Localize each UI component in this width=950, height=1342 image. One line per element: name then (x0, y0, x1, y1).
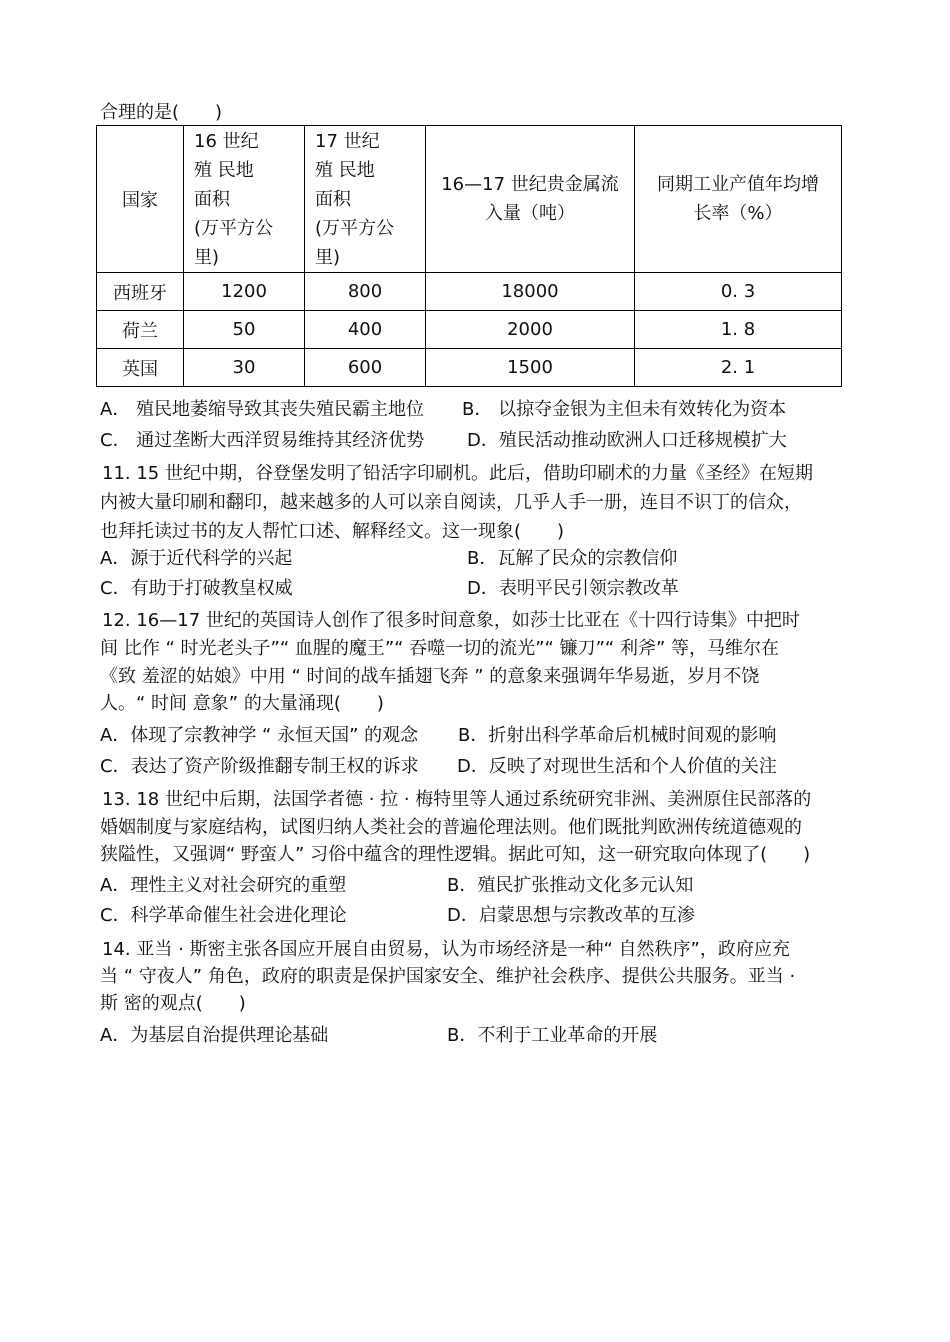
cell-16c: 30 (184, 349, 305, 387)
cell-country: 荷兰 (97, 311, 184, 349)
q14-stem-line: 斯 密的观点( ) (100, 993, 246, 1014)
q10-option-c: C． 通过垄断大西洋贸易维持其经济优势 (100, 430, 425, 451)
q14-stem-line: 当 “ 守夜人” 角色，政府的职责是保护国家安全、维护社会秩序、提供公共服务。亚当 · (100, 966, 796, 987)
q13-stem-line: 婚姻制度与家庭结构，试图归纳人类社会的普遍伦理法则。他们既批判欧洲传统道德观的 (100, 817, 802, 838)
cell-metal: 2000 (426, 311, 635, 349)
q14-option-b: B．不利于工业革命的开展 (447, 1025, 658, 1046)
table-row (97, 273, 842, 311)
cell-country: 英国 (97, 349, 184, 387)
q11-stem-line: 11. 15 世纪中期，谷登堡发明了铅活字印刷机。此后，借助印刷术的力量《圣经》在短期 (102, 463, 813, 484)
q11-stem-line: 也拜托读过书的友人帮忙口述、解释经文。这一现象( ) (100, 521, 565, 542)
q11-option-d: D．表明平民引领宗教改革 (467, 578, 679, 599)
q12-stem-line: 间 比作 “ 时光老头子”“ 血腥的魔王”“ 吞噬一切的流光”“ 镰刀”“ 利斧” 等，马维尔在 (100, 638, 780, 659)
table-row (97, 349, 842, 387)
q12-option-b: B．折射出科学革命后机械时间观的影响 (458, 725, 777, 746)
q13-option-d: D．启蒙思想与宗教改革的互渗 (447, 905, 695, 926)
q13-stem-line: 13. 18 世纪中后期，法国学者德 · 拉 · 梅特里等人通过系统研究非洲、美洲原住民部落的 (102, 789, 812, 810)
q11-option-a: A．源于近代科学的兴起 (100, 548, 293, 569)
q13-option-a: A．理性主义对社会研究的重塑 (100, 875, 347, 896)
table-row (97, 311, 842, 349)
header-17c-area: 17 世纪 殖 民地 面积 (万平方公 里) (305, 126, 426, 273)
colony-data-table (96, 125, 842, 387)
q12-stem-line: 12. 16—17 世纪的英国诗人创作了很多时间意象，如莎士比亚在《十四行诗集》中把时 (102, 610, 800, 631)
q14-option-a: A．为基层自治提供理论基础 (100, 1025, 329, 1046)
q10-option-a: A． 殖民地萎缩导致其丧失殖民霸主地位 (100, 399, 425, 420)
header-16c-area: 16 世纪 殖 民地 面积 (万平方公 里) (184, 126, 305, 273)
q12-option-a: A．体现了宗教神学 “ 永恒天国” 的观念 (100, 725, 419, 746)
q13-option-c: C．科学革命催生社会进化理论 (100, 905, 347, 926)
q12-option-c: C．表达了资产阶级推翻专制王权的诉求 (100, 756, 419, 777)
q14-stem-line: 14. 亚当 · 斯密主张各国应开展自由贸易，认为市场经济是一种“ 自然秩序”，政府应充 (102, 939, 790, 960)
cell-16c: 1200 (184, 273, 305, 311)
q10-intro: 合理的是( ) (100, 102, 223, 123)
cell-17c: 800 (305, 273, 426, 311)
q12-stem-line: 人。“ 时间 意象” 的大量涌现( ) (100, 693, 384, 714)
q10-option-b: B． 以掠夺金银为主但未有效转化为资本 (462, 399, 787, 420)
cell-growth: 2. 1 (635, 349, 842, 387)
q12-stem-line: 《致 羞涩的姑娘》中用 “ 时间的战车插翅飞奔 ” 的意象来强调年华易逝，岁月不饶 (100, 666, 760, 687)
header-precious-metal: 16—17 世纪贵金属流 入量（吨） (426, 126, 635, 273)
cell-metal: 1500 (426, 349, 635, 387)
cell-16c: 50 (184, 311, 305, 349)
cell-17c: 600 (305, 349, 426, 387)
cell-growth: 0. 3 (635, 273, 842, 311)
q11-stem-line: 内被大量印刷和翻印，越来越多的人可以亲自阅读，几乎人手一册，连目不识丁的信众， (100, 492, 802, 513)
q11-option-b: B．瓦解了民众的宗教信仰 (467, 548, 678, 569)
header-country: 国家 (97, 126, 184, 273)
q12-option-d: D．反映了对现世生活和个人价值的关注 (457, 756, 777, 777)
q10-option-d: D．殖民活动推动欧洲人口迁移规模扩大 (467, 430, 787, 451)
header-industry-growth: 同期工业产值年均增 长率（%） (635, 126, 842, 273)
table-header-row (97, 126, 842, 273)
cell-growth: 1. 8 (635, 311, 842, 349)
q11-option-c: C．有助于打破教皇权威 (100, 578, 293, 599)
q13-option-b: B．殖民扩张推动文化多元认知 (447, 875, 694, 896)
cell-metal: 18000 (426, 273, 635, 311)
cell-17c: 400 (305, 311, 426, 349)
q13-stem-line: 狭隘性，又强调“ 野蛮人” 习俗中蕴含的理性逻辑。据此可知，这一研究取向体现了( ) (100, 844, 811, 865)
cell-country: 西班牙 (97, 273, 184, 311)
